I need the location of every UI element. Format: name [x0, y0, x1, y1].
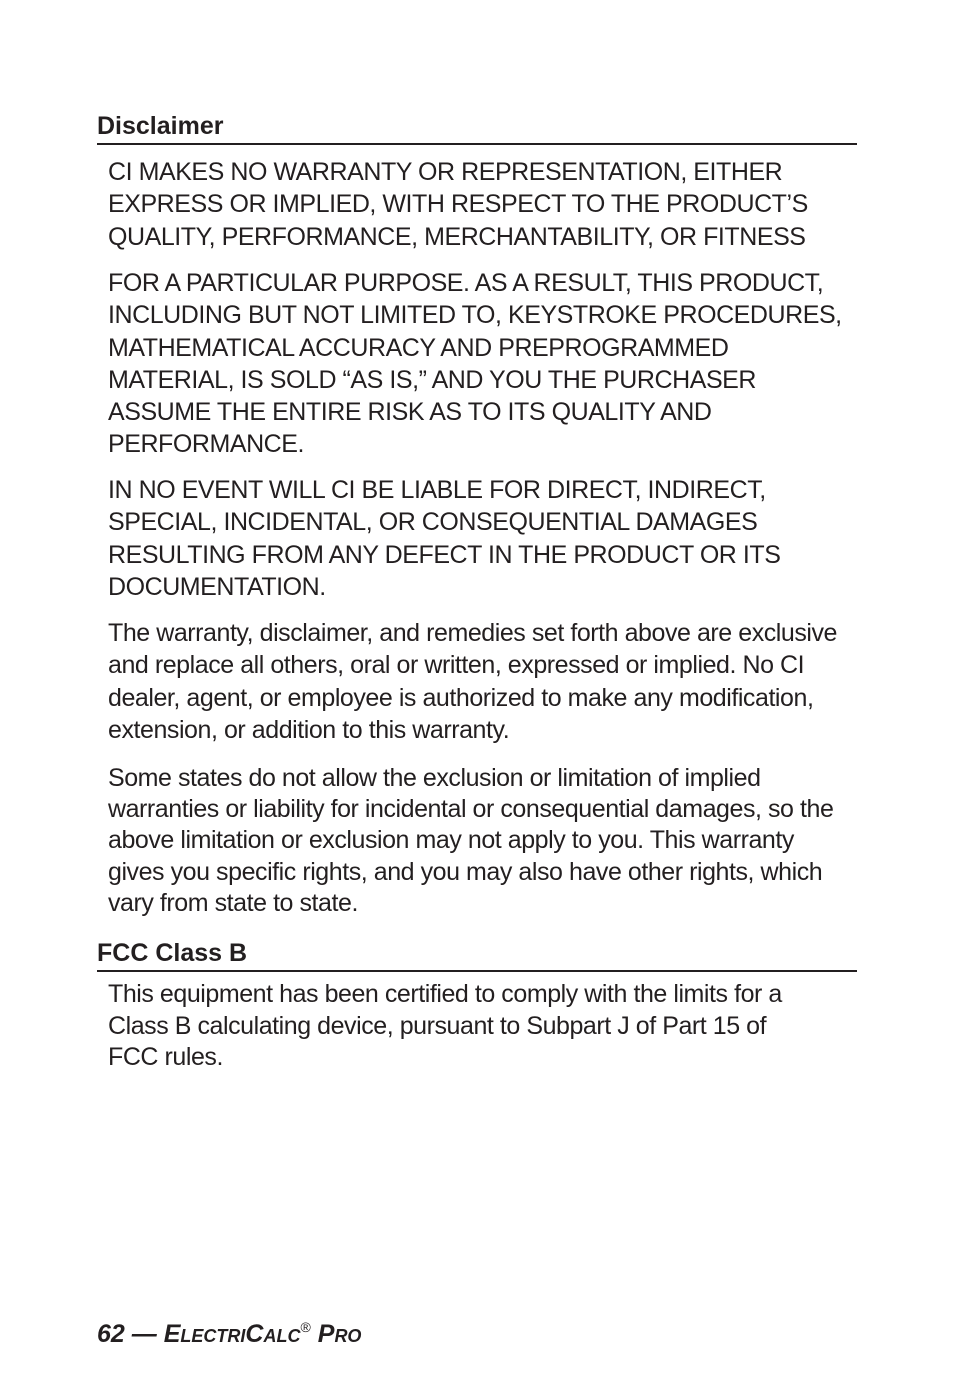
text-line: warranties or liability for incidental or consequential damages, so the — [108, 795, 834, 824]
text-line: The warranty, disclaimer, and remedies set forth above are exclusive — [108, 619, 838, 647]
text-line: and replace all others, oral or written, expressed or implied. No CI — [108, 651, 805, 680]
disclaimer-heading: Disclaimer — [97, 111, 857, 145]
text-line: PERFORMANCE. — [108, 430, 305, 459]
product-smallcaps-alc: ALC — [263, 1326, 301, 1346]
text-line: Some states do not allow the exclusion or limitation of implied — [108, 764, 761, 792]
text-line: FCC rules. — [108, 1043, 223, 1071]
text-line: RESULTING FROM ANY DEFECT IN THE PRODUCT OR ITS — [108, 540, 781, 569]
text-line: CI MAKES NO WARRANTY OR REPRESENTATION, EITHER — [108, 158, 783, 186]
page-number: 62 — [97, 1320, 125, 1348]
text-line: IN NO EVENT WILL CI BE LIABLE FOR DIRECT, INDIRECT, — [108, 476, 766, 504]
states-paragraph — [108, 763, 868, 919]
text-line: vary from state to state. — [108, 888, 358, 917]
text-line: ASSUME THE ENTIRE RISK AS TO ITS QUALITY AND — [108, 398, 712, 427]
fcc-paragraph — [108, 979, 868, 1074]
fcc-heading: FCC Class B — [97, 938, 857, 972]
text-line: SPECIAL, INCIDENTAL, OR CONSEQUENTIAL DAMAGES — [108, 508, 758, 537]
product-initial-e: E — [163, 1320, 181, 1348]
product-smallcaps-lectri: LECTRI — [180, 1326, 246, 1346]
text-line: MATHEMATICAL ACCURACY AND PREPROGRAMMED — [108, 333, 729, 362]
product-initial-c: C — [245, 1320, 264, 1348]
product-smallcaps-ro: RO — [334, 1326, 362, 1346]
product-name — [164, 1320, 362, 1348]
footer-dash: — — [131, 1320, 157, 1348]
text-line: FOR A PARTICULAR PURPOSE. AS A RESULT, THIS PRODUCT, — [108, 269, 824, 297]
text-line: DOCUMENTATION. — [108, 572, 326, 601]
disclaimer-paragraph-2 — [108, 267, 868, 461]
text-line: dealer, agent, or employee is authorized to make any modification, — [108, 683, 814, 712]
text-line: INCLUDING BUT NOT LIMITED TO, KEYSTROKE PROCEDURES, — [108, 301, 842, 330]
disclaimer-paragraph-1 — [108, 156, 868, 253]
text-line: gives you specific rights, and you may also have other rights, which — [108, 857, 823, 886]
disclaimer-paragraph-3 — [108, 474, 868, 603]
text-line: This equipment has been certified to comply with the limits for a — [108, 980, 782, 1008]
registered-mark: ® — [300, 1319, 311, 1335]
text-line: MATERIAL, IS SOLD “AS IS,” AND YOU THE PURCHASER — [108, 365, 756, 394]
text-line: extension, or addition to this warranty. — [108, 715, 510, 744]
text-line: QUALITY, PERFORMANCE, MERCHANTABILITY, OR FITNESS — [108, 222, 806, 251]
page-footer — [97, 1310, 361, 1353]
product-initial-p: P — [317, 1320, 335, 1348]
warranty-paragraph — [108, 617, 868, 746]
text-line: above limitation or exclusion may not apply to you. This warranty — [108, 826, 794, 855]
text-line: Class B calculating device, pursuant to Subpart J of Part 15 of — [108, 1011, 767, 1040]
text-line: EXPRESS OR IMPLIED, WITH RESPECT TO THE PRODUCT’S — [108, 190, 808, 219]
